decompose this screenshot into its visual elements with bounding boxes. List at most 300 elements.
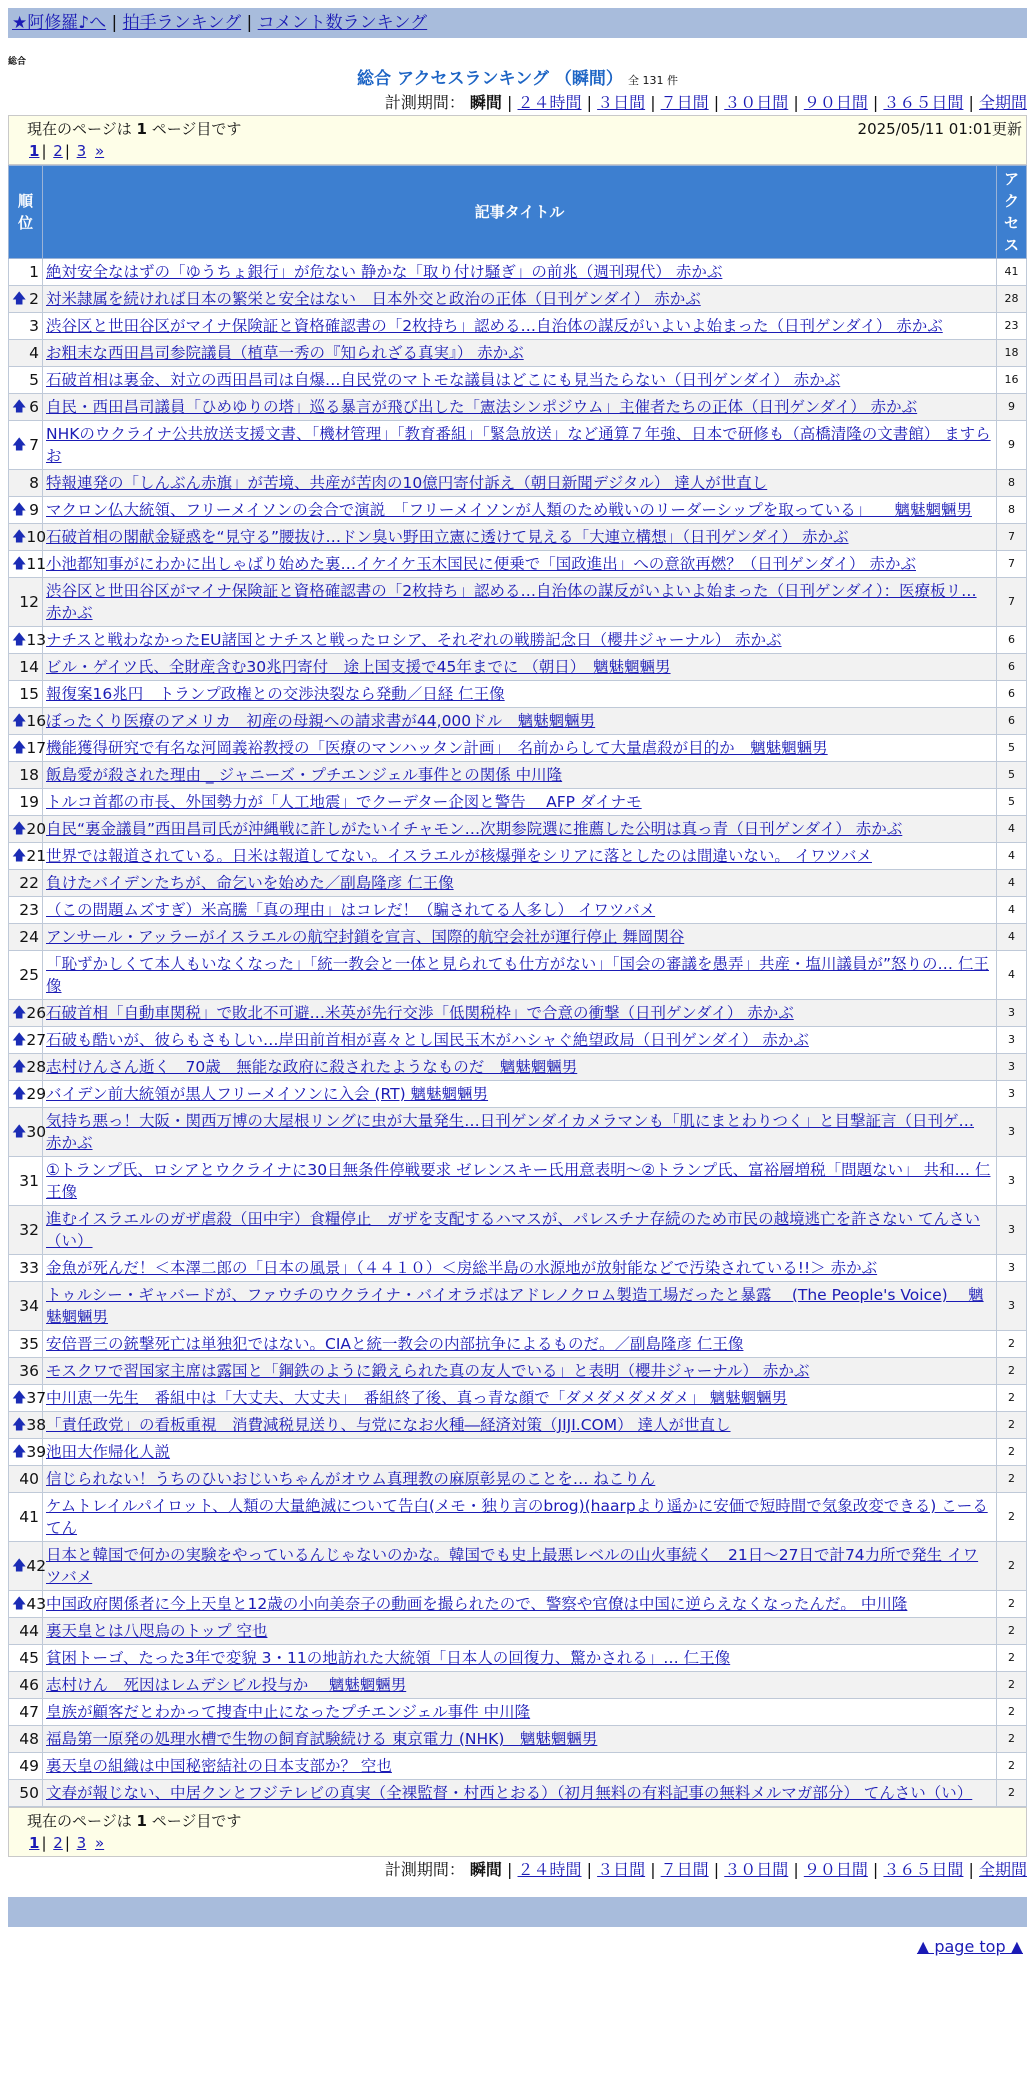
rank-number: 37 bbox=[26, 1389, 47, 1407]
nav-link-applause-ranking[interactable]: 拍手ランキング bbox=[122, 13, 242, 33]
article-link[interactable]: お粗末な西田昌司参院議員（植草一秀の『知られざる真実』） 赤かぶ bbox=[46, 344, 524, 362]
title-cell bbox=[43, 1466, 997, 1493]
access-count: 3 bbox=[997, 1081, 1027, 1108]
article-link[interactable]: 裏天皇の組織は中国秘密結社の日本支部か？ 空也 bbox=[46, 1757, 392, 1775]
access-count: 4 bbox=[997, 897, 1027, 924]
access-count: 3 bbox=[997, 1255, 1027, 1282]
rank-number: 32 bbox=[19, 1221, 39, 1239]
table-row bbox=[9, 1645, 1027, 1672]
rank-cell bbox=[9, 843, 47, 870]
article-link[interactable]: 負けたバイデンたちが、命乞いを始めた／副島隆彦 仁王像 bbox=[46, 874, 454, 892]
page-top-row bbox=[8, 1937, 1027, 1956]
access-count: 9 bbox=[997, 394, 1027, 421]
table-row bbox=[9, 1618, 1027, 1645]
pager-page-3[interactable]: 3 bbox=[76, 1834, 87, 1852]
title-cell bbox=[43, 789, 997, 816]
top-nav-bar bbox=[8, 8, 1027, 38]
rank-number: 4 bbox=[29, 344, 39, 362]
rank-cell bbox=[9, 1542, 47, 1591]
period-option-5[interactable]: ９０日間 bbox=[803, 1860, 868, 1879]
access-count: 3 bbox=[997, 1108, 1027, 1157]
table-row bbox=[9, 762, 1027, 789]
table-row bbox=[9, 843, 1027, 870]
title-cell bbox=[43, 870, 997, 897]
table-row bbox=[9, 870, 1027, 897]
period-label: 計測期間： bbox=[384, 1860, 465, 1879]
rank-number: 2 bbox=[29, 290, 39, 308]
rank-number: 21 bbox=[26, 847, 47, 865]
table-row bbox=[9, 497, 1027, 524]
rank-number: 12 bbox=[19, 593, 39, 611]
title-cell bbox=[43, 1780, 997, 1807]
access-count: 4 bbox=[997, 816, 1027, 843]
table-row bbox=[9, 524, 1027, 551]
access-count: 2 bbox=[997, 1358, 1027, 1385]
title-cell bbox=[43, 394, 997, 421]
access-count: 2 bbox=[997, 1493, 1027, 1542]
title-cell bbox=[43, 1282, 997, 1331]
rank-number: 33 bbox=[19, 1259, 39, 1277]
table-row bbox=[9, 924, 1027, 951]
rank-up-arrow-icon: 🡅 bbox=[12, 502, 27, 518]
rank-cell bbox=[9, 762, 43, 789]
period-option-7[interactable]: 全期間 bbox=[978, 93, 1027, 112]
table-row bbox=[9, 1672, 1027, 1699]
access-count: 5 bbox=[997, 789, 1027, 816]
rank-up-arrow-icon: 🡅 bbox=[12, 1444, 27, 1460]
rank-up-arrow-icon: 🡅 bbox=[12, 632, 27, 648]
rank-cell bbox=[9, 1358, 43, 1385]
access-count: 9 bbox=[997, 421, 1027, 470]
table-row bbox=[9, 286, 1027, 313]
article-link[interactable]: 報復案16兆円 トランプ政権との交渉決裂なら発動／日経 仁王像 bbox=[46, 685, 505, 703]
header-title: 記事タイトル bbox=[43, 166, 997, 259]
rank-cell bbox=[9, 708, 47, 735]
article-link[interactable]: 特報連発の「しんぶん赤旗」が苦境、共産が苦肉の10億円寄付訴え（朝日新聞デジタル） 達人が世直し bbox=[46, 474, 768, 492]
period-option-4[interactable]: ３０日間 bbox=[724, 1860, 789, 1879]
title-cell bbox=[43, 1157, 997, 1206]
period-option-4[interactable]: ３０日間 bbox=[724, 93, 789, 112]
rank-up-arrow-icon: 🡅 bbox=[12, 399, 27, 415]
article-link[interactable]: 絶対安全なはずの「ゆうちょ銀行」が危ない 静かな「取り付け騒ぎ」の前兆（週刊現代） 赤かぶ bbox=[46, 263, 723, 281]
table-row bbox=[9, 1439, 1027, 1466]
access-count: 6 bbox=[997, 654, 1027, 681]
page-info-text: 現在のページは 1 ページ目です bbox=[27, 120, 242, 138]
rank-number: 1 bbox=[29, 263, 39, 281]
article-link[interactable]: 信じられない！うちのひいおじいちゃんがオウム真理教の麻原彰晃のことを… ねこりん bbox=[46, 1470, 656, 1488]
rank-up-arrow-icon: 🡅 bbox=[12, 437, 27, 453]
rank-cell bbox=[9, 286, 43, 313]
table-row bbox=[9, 816, 1027, 843]
rank-number: 49 bbox=[19, 1757, 39, 1775]
access-count: 23 bbox=[997, 313, 1027, 340]
article-link[interactable]: ビル・ゲイツ氏、全財産含む30兆円寄付 途上国支援で45年までに （朝日） 魑魅魍魎男 bbox=[46, 658, 671, 676]
period-option-6[interactable]: ３６５日間 bbox=[883, 93, 964, 112]
rank-cell bbox=[9, 1493, 43, 1542]
rank-number: 28 bbox=[26, 1058, 47, 1076]
rank-number: 24 bbox=[19, 928, 39, 946]
article-link[interactable]: 気持ち悪っ！大阪・関西万博の大屋根リングに虫が大量発生…日刊ゲンダイカメラマンも「肌にまとわりつく」と目撃証言（日刊ゲ… 赤かぶ bbox=[46, 1112, 974, 1152]
table-row bbox=[9, 951, 1027, 1000]
period-option-3[interactable]: ７日間 bbox=[660, 1860, 709, 1879]
title-cell bbox=[43, 1618, 997, 1645]
article-link[interactable]: 日本と韓国で何かの実験をやっているんじゃないのかな。韓国でも史上最悪レベルの山火事続く 21日～27日で計74力所で発生 イワツバメ bbox=[46, 1546, 979, 1586]
rank-number: 47 bbox=[19, 1703, 39, 1721]
access-count: 6 bbox=[997, 708, 1027, 735]
access-count: 4 bbox=[997, 924, 1027, 951]
rank-cell bbox=[9, 259, 43, 286]
table-row bbox=[9, 681, 1027, 708]
rank-cell bbox=[9, 654, 43, 681]
pager-bottom: 1 | 2 | 3 » bbox=[29, 1834, 105, 1852]
rank-number: 34 bbox=[19, 1297, 39, 1315]
rank-cell bbox=[9, 1385, 47, 1412]
access-count: 6 bbox=[997, 627, 1027, 654]
period-selector-bottom: 計測期間： 瞬間 | ２４時間 | ３日間 | ７日間 | ３０日間 | ９０日間 | ３６５日間 | 全期間 bbox=[384, 1860, 1027, 1879]
article-link[interactable]: バイデン前大統領が黒人フリーメイソンに入会 (RT) 魑魅魍魎男 bbox=[46, 1085, 489, 1103]
title-cell bbox=[43, 951, 997, 1000]
article-link[interactable]: 皇族が顧客だとわかって捜査中止になったプチエンジェル事件 中川隆 bbox=[46, 1703, 531, 1721]
article-link[interactable]: アンサール・アッラーがイスラエルの航空封鎖を宣言、国際的航空会社が運行停止 舞岡関谷 bbox=[46, 928, 685, 946]
title-cell bbox=[43, 1331, 997, 1358]
period-current: 瞬間 bbox=[469, 1860, 502, 1879]
table-row bbox=[9, 1726, 1027, 1753]
pager-next[interactable]: » bbox=[94, 142, 105, 160]
table-row bbox=[9, 1255, 1027, 1282]
rank-up-arrow-icon: 🡅 bbox=[12, 529, 27, 545]
pager-next[interactable]: » bbox=[94, 1834, 105, 1852]
access-count: 3 bbox=[997, 1157, 1027, 1206]
article-link[interactable]: マクロン仏大統領、フリーメイソンの会合で演説 「フリーメイソンが人類のため戦いのリーダーシップを取っている」 魑魅魍魎男 bbox=[46, 501, 972, 519]
rank-cell bbox=[9, 924, 43, 951]
title-cell bbox=[43, 1753, 997, 1780]
access-count: 28 bbox=[997, 286, 1027, 313]
rank-number: 11 bbox=[26, 555, 47, 573]
table-row bbox=[9, 654, 1027, 681]
title-cell bbox=[43, 1385, 997, 1412]
article-link[interactable]: 貧困トーゴ、たった3年で変貌 3・11の地訪れた大統領「日本人の回復力、驚かされる」… 仁王像 bbox=[46, 1649, 731, 1667]
table-row bbox=[9, 1753, 1027, 1780]
article-link[interactable]: 自民“裏金議員”西田昌司氏が沖縄戦に許しがたいイチャモン…次期参院選に推薦した公明は真っ青（日刊ゲンダイ） 赤かぶ bbox=[46, 820, 903, 838]
rank-up-arrow-icon: 🡅 bbox=[12, 1005, 27, 1021]
table-row bbox=[9, 1412, 1027, 1439]
rank-cell bbox=[9, 1753, 43, 1780]
rank-number: 43 bbox=[26, 1595, 47, 1613]
title-cell bbox=[43, 1542, 997, 1591]
table-row bbox=[9, 340, 1027, 367]
article-link[interactable]: 機能獲得研究で有名な河岡義裕教授の「医療のマンハッタン計画」 名前からして大量虐殺が目的か 魑魅魍魎男 bbox=[46, 739, 828, 757]
article-link[interactable]: 渋谷区と世田谷区がマイナ保険証と資格確認書の「2枚持ち」認める…自治体の謀反がいよいよ始まった（日刊ゲンダイ）：医療板リ… 赤かぶ bbox=[46, 582, 977, 622]
article-link[interactable]: 裏天皇とは八咫烏のトップ 空也 bbox=[46, 1622, 268, 1640]
article-link[interactable]: 志村けん 死因はレムデシビル投与か 魑魅魍魎男 bbox=[46, 1676, 407, 1694]
rank-number: 45 bbox=[19, 1649, 39, 1667]
table-row bbox=[9, 1358, 1027, 1385]
article-link[interactable]: 金魚が死んだ！＜本澤二郎の「日本の風景」（４４１０）＜房総半島の水源地が放射能などで汚染されている!!＞ 赤かぶ bbox=[46, 1259, 878, 1277]
article-link[interactable]: 安倍晋三の銃撃死亡は単独犯ではない。CIAと統一教会の内部抗争によるものだ。／副島隆彦 仁王像 bbox=[46, 1335, 744, 1353]
title-cell bbox=[43, 286, 997, 313]
rank-number: 44 bbox=[19, 1622, 39, 1640]
period-option-1[interactable]: ２４時間 bbox=[517, 1860, 582, 1879]
rank-up-arrow-icon: 🡅 bbox=[12, 291, 27, 307]
title-cell bbox=[43, 497, 997, 524]
article-link[interactable]: 石破も酷いが、彼らもさもしい…岸田前首相が喜々とし国民玉木がハシャぐ絶望政局（日刊ゲンダイ） 赤かぶ bbox=[46, 1031, 809, 1049]
table-row bbox=[9, 1493, 1027, 1542]
rank-cell bbox=[9, 1331, 43, 1358]
article-link[interactable]: 福島第一原発の処理水槽で生物の飼育試験続ける 東京電力 (NHK) 魑魅魍魎男 bbox=[46, 1730, 598, 1748]
article-link[interactable]: 中川恵一先生 番組中は「大丈夫、大丈夫」 番組終了後、真っ青な顔で「ダメダメダメダメ」 魑魅魍魎男 bbox=[46, 1389, 788, 1407]
title-cell bbox=[43, 1699, 997, 1726]
table-row bbox=[9, 1157, 1027, 1206]
article-link[interactable]: 石破首相の閣献金疑惑を“見守る”腰抜け…ドン臭い野田立憲に透けて見える「大連立構想」（日刊ゲンダイ） 赤かぶ bbox=[46, 528, 849, 546]
article-link[interactable]: 対米隷属を続ければ日本の繁栄と安全はない 日本外交と政治の正体（日刊ゲンダイ） 赤かぶ bbox=[46, 290, 701, 308]
page-info-box bbox=[8, 115, 1027, 165]
article-link[interactable]: NHKのウクライナ公共放送支援文書、「機材管理」「教育番組」「緊急放送」など通算７年強、日本で研修も（高橋清隆の文書館） ますらお bbox=[46, 425, 991, 465]
rank-cell bbox=[9, 340, 43, 367]
table-row bbox=[9, 421, 1027, 470]
title-cell bbox=[43, 1081, 997, 1108]
rank-number: 40 bbox=[19, 1470, 39, 1488]
pager-page-2[interactable]: 2 bbox=[53, 1834, 63, 1852]
page-title: 総合 アクセスランキング （瞬間） bbox=[357, 69, 623, 89]
rank-number: 15 bbox=[19, 685, 39, 703]
rank-cell bbox=[9, 421, 43, 470]
rank-up-arrow-icon: 🡅 bbox=[12, 1124, 27, 1140]
access-count: 3 bbox=[997, 1282, 1027, 1331]
access-count: 2 bbox=[997, 1331, 1027, 1358]
rank-cell bbox=[9, 870, 43, 897]
pager-current-page[interactable]: 1 bbox=[29, 142, 40, 160]
bottom-bar bbox=[8, 1897, 1027, 1927]
nav-link-comment-ranking[interactable]: コメント数ランキング bbox=[257, 13, 428, 33]
page-info-text: 現在のページは 1 ページ目です bbox=[27, 1812, 242, 1830]
rank-number: 10 bbox=[26, 528, 47, 546]
nav-separator: | bbox=[246, 13, 253, 33]
article-link[interactable]: （この問題ムズすぎ）米高騰「真の理由」はコレだ！（騙されてる人多し） イワツバメ bbox=[46, 901, 656, 919]
rank-cell bbox=[9, 1282, 43, 1331]
rank-cell bbox=[9, 1780, 43, 1807]
table-row bbox=[9, 1081, 1027, 1108]
article-link[interactable]: 「責任政党」の看板重視 消費減税見送り、与党になお火種―経済対策（JIJI.COM） 達人が世直し bbox=[46, 1416, 731, 1434]
rank-number: 16 bbox=[26, 712, 47, 730]
title-cell bbox=[43, 578, 997, 627]
article-link[interactable]: ケムトレイルパイロット、人類の大量絶滅について告白(メモ・独り言のbrog)(haarpより遥かに安価で短時間で気象改変できる) こーるてん bbox=[46, 1497, 988, 1537]
rank-number: 30 bbox=[26, 1123, 47, 1141]
rank-number: 50 bbox=[19, 1784, 39, 1802]
rank-cell bbox=[9, 1157, 43, 1206]
period-option-5[interactable]: ９０日間 bbox=[803, 93, 868, 112]
title-cell bbox=[43, 551, 997, 578]
access-count: 3 bbox=[997, 1027, 1027, 1054]
article-link[interactable]: 進むイスラエルのガザ虐殺（田中宇）食糧停止 ガザを支配するハマスが、パレスチナ存続のため市民の越境逃亡を許さない てんさい（い） bbox=[46, 1210, 981, 1250]
period-option-3[interactable]: ７日間 bbox=[660, 93, 709, 112]
pager: 1 | 2 | 3 » bbox=[29, 142, 105, 160]
rank-number: 6 bbox=[29, 398, 39, 416]
table-row bbox=[9, 1000, 1027, 1027]
article-link[interactable]: トゥルシー・ギャバードが、ファウチのウクライナ・バイオラボはアドレノクロム製造工場だったと暴露 (The People's Voice) 魑魅魍魎男 bbox=[46, 1286, 984, 1326]
title-cell bbox=[43, 1672, 997, 1699]
period-selector: 計測期間： 瞬間 | ２４時間 | ３日間 | ７日間 | ３０日間 | ９０日間 | ３６５日間 | 全期間 bbox=[384, 93, 1027, 112]
access-count: 2 bbox=[997, 1385, 1027, 1412]
article-link[interactable]: ①トランプ氏、ロシアとウクライナに30日無条件停戦要求 ゼレンスキー氏用意表明〜②トランプ氏、富裕層増税「問題ない」 共和… 仁王像 bbox=[46, 1161, 991, 1201]
access-count: 18 bbox=[997, 340, 1027, 367]
rank-cell bbox=[9, 1466, 43, 1493]
title-cell bbox=[43, 843, 997, 870]
rank-number: 7 bbox=[29, 436, 39, 454]
article-link[interactable]: 志村けんさん逝く 70歳 無能な政府に殺されたようなものだ 魑魅魍魎男 bbox=[46, 1058, 578, 1076]
table-row bbox=[9, 394, 1027, 421]
title-cell bbox=[43, 470, 997, 497]
title-cell bbox=[43, 1206, 997, 1255]
ranking-header bbox=[8, 66, 1027, 91]
access-count: 3 bbox=[997, 1054, 1027, 1081]
total-count: 全 131 件 bbox=[627, 74, 678, 87]
rank-up-arrow-icon: 🡅 bbox=[12, 556, 27, 572]
access-count: 4 bbox=[997, 870, 1027, 897]
rank-number: 5 bbox=[29, 371, 39, 389]
rank-number: 39 bbox=[26, 1443, 47, 1461]
table-row bbox=[9, 313, 1027, 340]
article-link[interactable]: 自民・西田昌司議員「ひめゆりの塔」巡る暴言が飛び出した「憲法シンポジウム」主催者たちの正体（日刊ゲンダイ） 赤かぶ bbox=[46, 398, 918, 416]
access-count: 2 bbox=[997, 1439, 1027, 1466]
article-link[interactable]: 池田大作帰化人説 bbox=[46, 1443, 171, 1461]
table-row bbox=[9, 897, 1027, 924]
rank-number: 18 bbox=[19, 766, 39, 784]
table-row bbox=[9, 1385, 1027, 1412]
rank-cell bbox=[9, 1206, 43, 1255]
rank-number: 46 bbox=[19, 1676, 39, 1694]
access-count: 3 bbox=[997, 1000, 1027, 1027]
article-link[interactable]: モスクワで習国家主席は露国と「鋼鉄のように鍛えられた真の友人でいる」と表明（櫻井ジャーナル） 赤かぶ bbox=[46, 1362, 810, 1380]
article-link[interactable]: 中国政府関係者に今上天皇と12歳の小向美奈子の動画を撮られたので、警察や官僚は中国に逆らえなくなったんだ。 中川隆 bbox=[46, 1595, 908, 1613]
rank-number: 48 bbox=[19, 1730, 39, 1748]
rank-number: 27 bbox=[26, 1031, 47, 1049]
table-row bbox=[9, 1027, 1027, 1054]
rank-cell bbox=[9, 789, 43, 816]
title-cell bbox=[43, 735, 997, 762]
table-row bbox=[9, 1054, 1027, 1081]
rank-cell bbox=[9, 313, 43, 340]
article-link[interactable]: ナチスと戦わなかったEU諸国とナチスと戦ったロシア、それぞれの戦勝記念日（櫻井ジャーナル） 赤かぶ bbox=[46, 631, 782, 649]
article-link[interactable]: ぼったくり医療のアメリカ 初産の母親への請求書が44,000ドル 魑魅魍魎男 bbox=[46, 712, 596, 730]
rank-up-arrow-icon: 🡅 bbox=[12, 1390, 27, 1406]
title-cell bbox=[43, 681, 997, 708]
period-option-7[interactable]: 全期間 bbox=[978, 1860, 1027, 1879]
article-link[interactable]: トルコ首都の市長、外国勢力が「人工地震」でクーデター企図と警告 AFP ダイナモ bbox=[46, 793, 642, 811]
rank-number: 3 bbox=[29, 317, 39, 335]
title-cell bbox=[43, 897, 997, 924]
article-link[interactable]: 文春が報じない、中居クンとフジテレビの真実（全裸監督・村西とおる）（初月無料の有料記事の無料メルマガ部分） てんさい（い） bbox=[46, 1784, 973, 1802]
rank-cell bbox=[9, 1081, 47, 1108]
rank-cell bbox=[9, 1672, 43, 1699]
article-link[interactable]: 「恥ずかしくて本人もいなくなった」「統一教会と一体と見られても仕方がない」「国会の審議を愚弄」共産・塩川議員が”怒りの… 仁王像 bbox=[46, 955, 989, 995]
table-header-row bbox=[9, 166, 1027, 259]
period-option-2[interactable]: ３日間 bbox=[597, 1860, 646, 1879]
article-link[interactable]: 石破首相「自動車関税」で敗北不可避…米英が先行交渉「低関税枠」で合意の衝撃（日刊ゲンダイ） 赤かぶ bbox=[46, 1004, 794, 1022]
period-option-1[interactable]: ２４時間 bbox=[517, 93, 582, 112]
access-count: 4 bbox=[997, 843, 1027, 870]
table-row bbox=[9, 789, 1027, 816]
table-row bbox=[9, 1699, 1027, 1726]
title-cell bbox=[43, 1000, 997, 1027]
article-link[interactable]: 石破首相は裏金、対立の西田昌司は自爆…自民党のマトモな議員はどこにも見当たらない（日刊ゲンダイ） 赤かぶ bbox=[46, 371, 841, 389]
access-count: 2 bbox=[997, 1591, 1027, 1618]
rank-cell bbox=[9, 1054, 47, 1081]
rank-number: 9 bbox=[29, 501, 39, 519]
title-cell bbox=[43, 1108, 997, 1157]
rank-up-arrow-icon: 🡅 bbox=[12, 713, 27, 729]
rank-number: 36 bbox=[19, 1362, 39, 1380]
rank-number: 29 bbox=[26, 1085, 47, 1103]
article-link[interactable]: 世界では報道されている。日米は報道してない。イスラエルが核爆弾をシリアに落としたのは間違いない。 イワツバメ bbox=[46, 847, 872, 865]
article-link[interactable]: 渋谷区と世田谷区がマイナ保険証と資格確認書の「2枚持ち」認める…自治体の謀反がいよいよ始まった（日刊ゲンダイ） 赤かぶ bbox=[46, 317, 943, 335]
access-count: 2 bbox=[997, 1542, 1027, 1591]
rank-up-arrow-icon: 🡅 bbox=[12, 1417, 27, 1433]
rank-cell bbox=[9, 1439, 47, 1466]
table-row bbox=[9, 1108, 1027, 1157]
access-count: 2 bbox=[997, 1412, 1027, 1439]
rank-cell bbox=[9, 497, 43, 524]
rank-cell bbox=[9, 1645, 43, 1672]
rank-up-arrow-icon: 🡅 bbox=[12, 1032, 27, 1048]
rank-cell bbox=[9, 1726, 43, 1753]
nav-link-asyura[interactable]: ★阿修羅♪へ bbox=[12, 13, 107, 33]
page-top-link[interactable]: ▲ page top ▲ bbox=[916, 1937, 1023, 1956]
pager-page-3[interactable]: 3 bbox=[76, 142, 87, 160]
title-cell bbox=[43, 924, 997, 951]
rank-cell bbox=[9, 1591, 47, 1618]
access-count: 2 bbox=[997, 1780, 1027, 1807]
period-option-6[interactable]: ３６５日間 bbox=[883, 1860, 964, 1879]
period-option-2[interactable]: ３日間 bbox=[597, 93, 646, 112]
access-count: 2 bbox=[997, 1753, 1027, 1780]
title-cell bbox=[43, 313, 997, 340]
access-count: 5 bbox=[997, 762, 1027, 789]
access-count: 7 bbox=[997, 524, 1027, 551]
rank-number: 35 bbox=[19, 1335, 39, 1353]
rank-number: 19 bbox=[19, 793, 39, 811]
article-link[interactable]: 飯島愛が殺された理由 _ ジャニーズ・プチエンジェル事件との関係 中川隆 bbox=[46, 766, 563, 784]
updated-timestamp: 2025/05/11 01:01更新 bbox=[857, 120, 1022, 138]
access-count: 41 bbox=[997, 259, 1027, 286]
access-count: 3 bbox=[997, 1206, 1027, 1255]
table-row bbox=[9, 470, 1027, 497]
rank-cell bbox=[9, 735, 47, 762]
rank-number: 22 bbox=[19, 874, 39, 892]
rank-cell bbox=[9, 1412, 47, 1439]
title-cell bbox=[43, 1027, 997, 1054]
rank-cell bbox=[9, 367, 43, 394]
title-cell bbox=[43, 1493, 997, 1542]
section-label: 総合 bbox=[8, 57, 27, 67]
article-link[interactable]: 小池都知事がにわかに出しゃばり始めた裏…イケイケ玉木国民に便乗で「国政進出」への意欲再燃？（日刊ゲンダイ） 赤かぶ bbox=[46, 555, 916, 573]
title-cell bbox=[43, 654, 997, 681]
nav-separator: | bbox=[111, 13, 118, 33]
access-count: 7 bbox=[997, 578, 1027, 627]
access-count: 16 bbox=[997, 367, 1027, 394]
pager-current-page[interactable]: 1 bbox=[29, 1834, 40, 1852]
rank-cell bbox=[9, 578, 43, 627]
rank-number: 8 bbox=[29, 474, 39, 492]
rank-cell bbox=[9, 1699, 43, 1726]
access-count: 2 bbox=[997, 1645, 1027, 1672]
ranking-table bbox=[8, 165, 1027, 1807]
access-count: 2 bbox=[997, 1726, 1027, 1753]
header-rank: 順位 bbox=[9, 166, 43, 259]
title-cell bbox=[43, 1255, 997, 1282]
pager-page-2[interactable]: 2 bbox=[53, 142, 63, 160]
title-cell bbox=[43, 816, 997, 843]
title-cell bbox=[43, 1358, 997, 1385]
